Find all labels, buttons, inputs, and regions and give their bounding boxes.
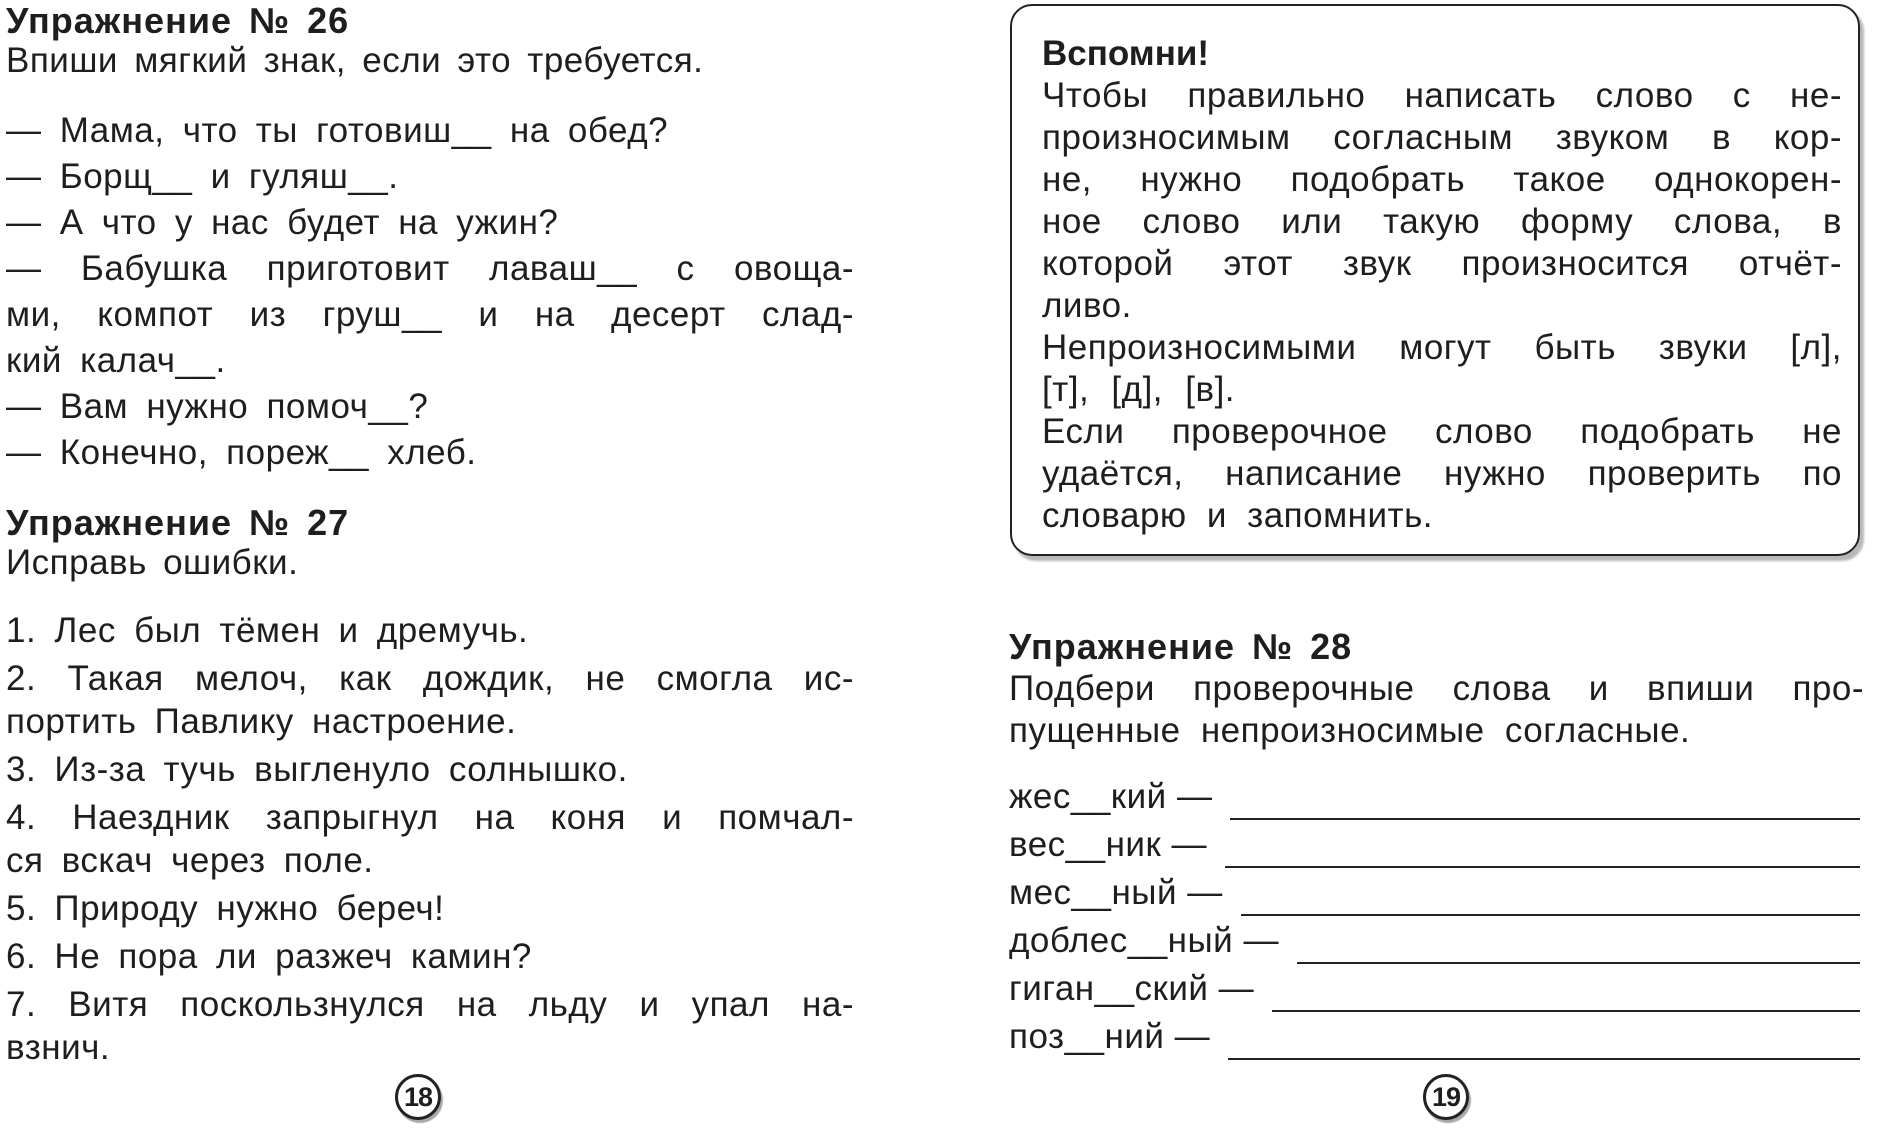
answer-line[interactable] [1228, 1024, 1860, 1060]
reminder-line: которой этот звук произносится отчёт- [1042, 244, 1842, 283]
left-page [0, 0, 870, 1136]
reminder-body [1042, 75, 1842, 537]
exercise-26-task: Впиши мягкий знак, если это требуется. [6, 41, 704, 80]
task-line: пущенные непроизносимые согласные. [1009, 711, 1691, 750]
dialogue-line: кий калач__. [6, 341, 226, 380]
sentence-line: 4. Наездник запрыгнул на коня и помчал- [6, 798, 854, 837]
word-with-gap: доблес__ный — [1009, 921, 1279, 960]
sentence-line: портить Павлику настроение. [6, 702, 517, 741]
page-number-right: 19 [1423, 1074, 1469, 1120]
word-with-gap: поз__ний — [1009, 1017, 1211, 1056]
answer-line[interactable] [1272, 976, 1860, 1012]
sentence-line: 7. Витя поскользнулся на льду и упал на- [6, 985, 854, 1024]
word-row [1009, 964, 1864, 1012]
task-line: Подбери проверочные слова и впиши про- [1009, 669, 1864, 708]
word-row [1009, 1012, 1864, 1060]
page-number-left: 18 [395, 1074, 441, 1120]
word-with-gap: гиган__ский — [1009, 969, 1255, 1008]
exercise-26-title: Упражнение № 26 [6, 0, 350, 41]
reminder-line: не, нужно подобрать такое однокорен- [1042, 160, 1842, 199]
dialogue-line: ми, компот из груш__ и на десерт слад- [6, 295, 854, 334]
dialogue-line: — Мама, что ты готовиш__ на обед? [6, 111, 669, 150]
sentence-line: взнич. [6, 1028, 111, 1067]
reminder-line: ливо. [1042, 286, 1132, 325]
sentence-line: 1. Лес был тёмен и дремучь. [6, 611, 529, 650]
exercise-27-title: Упражнение № 27 [6, 502, 350, 543]
reminder-box [1010, 4, 1860, 556]
reminder-line: словарю и запомнить. [1042, 496, 1434, 535]
sentence-line: 2. Такая мелоч, как дождик, не смогла ис- [6, 659, 854, 698]
word-with-gap: вес__ник — [1009, 825, 1208, 864]
exercise-26-dialogue [6, 108, 854, 476]
dialogue-line: — Бабушка приготовит лаваш__ с овоща- [6, 249, 854, 288]
sentence-line: 6. Не пора ли разжеч камин? [6, 937, 532, 976]
word-row [1009, 772, 1864, 820]
reminder-line: ное слово или такую форму слова, в [1042, 202, 1842, 241]
reminder-line: удаётся, написание нужно проверить по [1042, 454, 1842, 493]
sentence-line: 3. Из-за тучь выгленуло солнышко. [6, 750, 628, 789]
answer-line[interactable] [1241, 880, 1860, 916]
word-with-gap: мес__ный — [1009, 873, 1223, 912]
answer-line[interactable] [1230, 784, 1860, 820]
exercise-27-sentences [6, 608, 854, 1068]
word-row [1009, 916, 1864, 964]
dialogue-line: — Борщ__ и гуляш__. [6, 157, 399, 196]
answer-line[interactable] [1225, 832, 1860, 868]
word-row [1009, 868, 1864, 916]
dialogue-line: — Вам нужно помоч__? [6, 387, 429, 426]
reminder-line: произносимым согласным звуком в кор- [1042, 118, 1842, 157]
exercise-28-task [1009, 668, 1864, 752]
sentence-line: ся вскач через поле. [6, 841, 374, 880]
reminder-line: Если проверочное слово подобрать не [1042, 412, 1842, 451]
dialogue-line: — Конечно, пореж__ хлеб. [6, 433, 477, 472]
right-page [1005, 0, 1878, 1136]
reminder-line: [т], [д], [в]. [1042, 370, 1236, 409]
answer-line[interactable] [1297, 928, 1860, 964]
exercise-28-title: Упражнение № 28 [1009, 626, 1353, 667]
reminder-title: Вспомни! [1042, 34, 1210, 73]
word-with-gap: жес__кий — [1009, 777, 1213, 816]
dialogue-line: — А что у нас будет на ужин? [6, 203, 559, 242]
exercise-27-task: Исправь ошибки. [6, 543, 299, 582]
reminder-line: Чтобы правильно написать слово с не- [1042, 76, 1842, 115]
exercise-28-word-list [1009, 772, 1864, 1060]
sentence-line: 5. Природу нужно береч! [6, 889, 445, 928]
word-row [1009, 820, 1864, 868]
reminder-line: Непроизносимыми могут быть звуки [л], [1042, 328, 1842, 367]
